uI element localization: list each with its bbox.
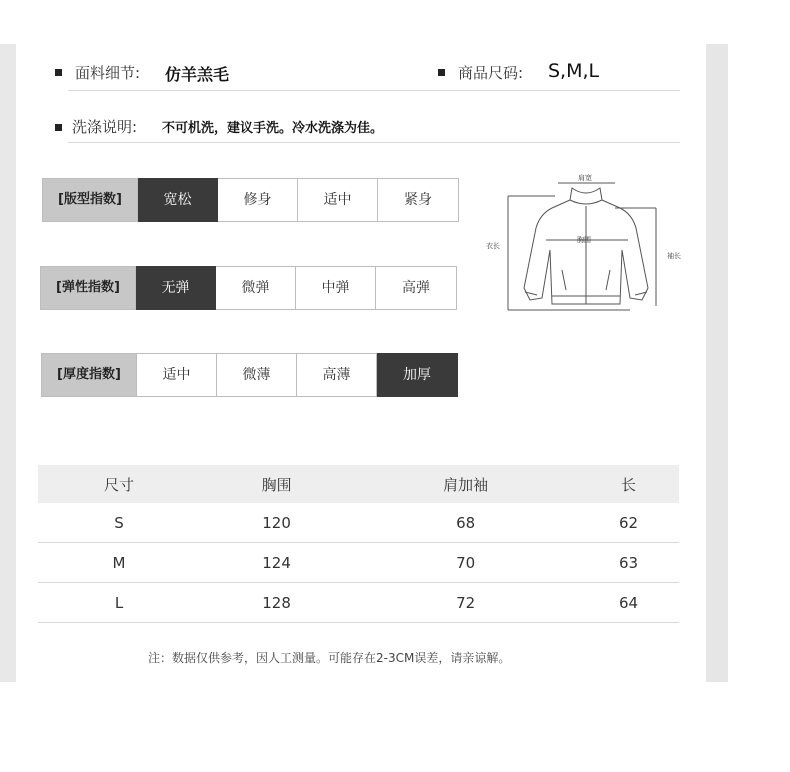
chest-label: 胸围 [577, 236, 591, 244]
column-header-shoulder-sleeve: 肩加袖 [353, 465, 578, 503]
size-value: S,M,L [548, 60, 600, 82]
wash-label: 洗涤说明: [72, 118, 138, 136]
index-option: 高薄 [297, 353, 377, 397]
column-header-chest: 胸围 [200, 465, 353, 503]
bullet [55, 69, 62, 76]
table-cell: 63 [578, 543, 679, 583]
index-row-thickness [41, 353, 458, 397]
table-row [38, 543, 679, 583]
table-cell: 70 [353, 543, 578, 583]
index-option: 微薄 [217, 353, 297, 397]
divider [68, 90, 680, 91]
table-cell: 128 [200, 583, 353, 623]
jacket-measurement-diagram [480, 168, 690, 318]
table-cell: 62 [578, 503, 679, 543]
table-cell: 68 [353, 503, 578, 543]
index-option: 微弹 [216, 266, 296, 310]
index-option: 中弹 [296, 266, 376, 310]
index-label: [弹性指数] [40, 266, 136, 310]
table-cell: 124 [200, 543, 353, 583]
size-label: 商品尺码: [458, 64, 524, 82]
length-label: 衣长 [486, 242, 500, 250]
fabric-value: 仿羊羔毛 [165, 65, 230, 84]
table-row [38, 503, 679, 543]
right-gutter [706, 44, 728, 682]
index-option: 修身 [218, 178, 298, 222]
index-label: [厚度指数] [41, 353, 137, 397]
fabric-label: 面料细节: [75, 64, 141, 82]
index-option: 适中 [137, 353, 217, 397]
table-cell: M [38, 543, 200, 583]
index-label: [版型指数] [42, 178, 138, 222]
table-cell: 64 [578, 583, 679, 623]
column-header-length: 长 [578, 465, 679, 503]
index-row-fit [42, 178, 459, 222]
left-gutter [0, 44, 16, 682]
index-option: 高弹 [376, 266, 457, 310]
bullet [438, 69, 445, 76]
column-header-size: 尺寸 [38, 465, 200, 503]
index-option: 紧身 [378, 178, 459, 222]
table-cell: 120 [200, 503, 353, 543]
divider [68, 142, 680, 143]
shoulder-label: 肩宽 [578, 174, 592, 182]
index-row-stretch [40, 266, 457, 310]
index-option-selected: 宽松 [138, 178, 218, 222]
wash-value: 不可机洗，建议手洗。冷水洗涤为佳。 [162, 121, 384, 136]
table-cell: L [38, 583, 200, 623]
measurement-note: 注：数据仅供参考，因人工测量。可能存在2-3CM误差，请亲谅解。 [148, 651, 511, 665]
index-option-selected: 加厚 [377, 353, 458, 397]
index-option: 适中 [298, 178, 378, 222]
size-table [38, 465, 679, 623]
bullet [55, 124, 62, 131]
table-cell: S [38, 503, 200, 543]
sleeve-label: 袖长 [667, 252, 681, 260]
table-header-row [38, 465, 679, 503]
table-row [38, 583, 679, 623]
index-option-selected: 无弹 [136, 266, 216, 310]
table-cell: 72 [353, 583, 578, 623]
